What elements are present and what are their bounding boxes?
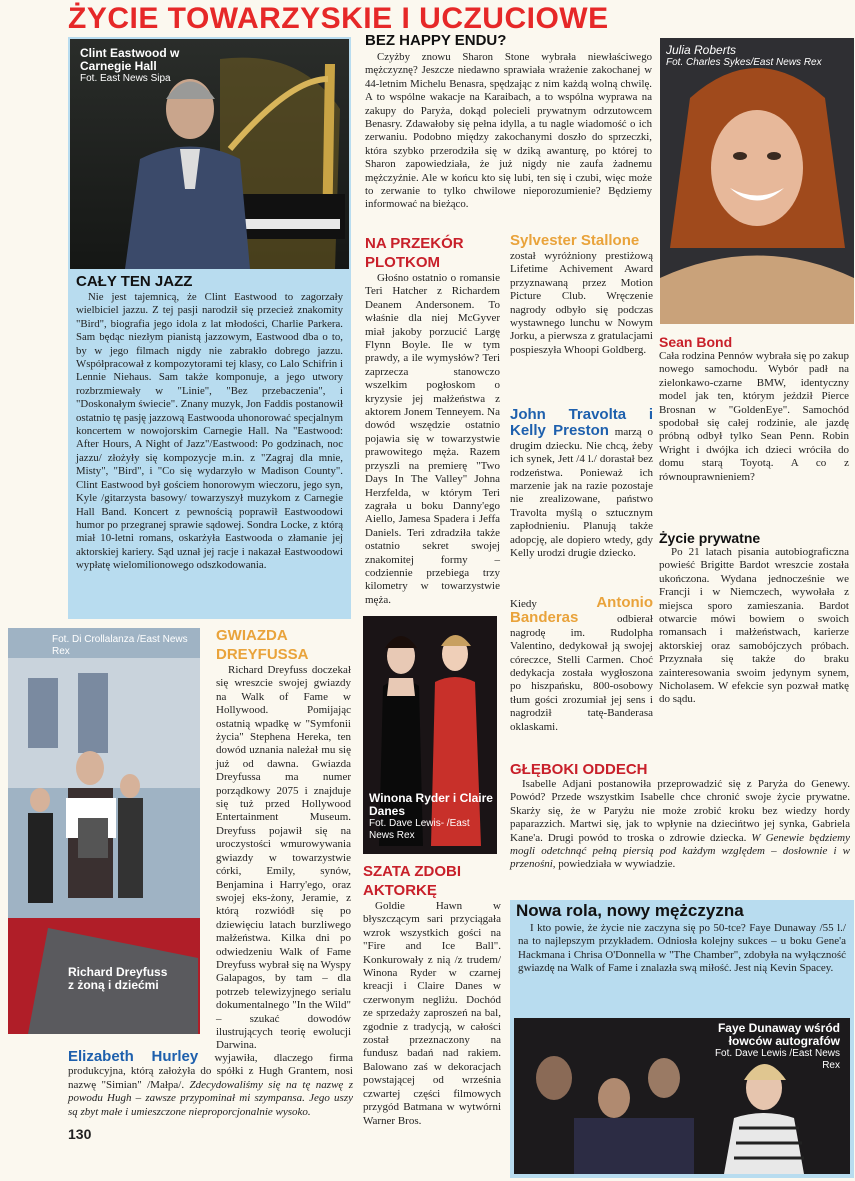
banderas-lead: Kiedy [510, 598, 537, 610]
dreyfuss-photo [8, 628, 200, 1034]
hatcher-body-text: Głośno ostatnio o romansie Teri Hatcher z Richardem Deanem Andersonem. To właśnie dla niej McGyver miał jakoby porzucić Largę Flynn Boyle. Ile w tym prawdy, a ile wymysłów? Teri zaprzecza stanowczo wszelkim pogłoskom o kryzysie jej małżeństwa z aktorem Jonem Tenneyem. Na dowód wszędzie ostatnio pojawia się w towarzystwie prawowitego męża. Razem przyszli na premierę "Two Days In The Valley" Johna Herzfelda, w którym Teri zagrała u boku Danny'ego Aiello, Jamesa Spadera i Jeffa Daniels. Teri zdradziła także ostatnio sekret swojej znakomitej formy – codziennie przebiega trzy kilometry w towarzystwie męża. [365, 272, 500, 606]
hawn-heading [363, 862, 461, 900]
dunaway-box [510, 900, 854, 1178]
hurley-block [68, 1050, 353, 1119]
hatcher-heading [365, 234, 464, 272]
adjani-body-quote: W Genewie będziemy mogli odetchnąć pełną piersią pod każdym względem – dosłownie i w przenośni, [510, 831, 851, 871]
ryder-caption [369, 792, 493, 842]
bardot-heading: Życie prywatne [659, 530, 761, 546]
adjani-heading: GŁĘBOKI ODDECH [510, 761, 648, 778]
stone-body [365, 51, 652, 212]
bond-body-text: Cała rodzina Pennów wybrała się po zakup nowego samochodu. Wybór padł na zielonkawo-czarne BMW, identyczny model jak ten, którym jeździł Pierce Brosnan w "GoldenEye". Samochód spodobał się całej rodzinie, ale jazdę próbną odbył tylko Sean Penn. Robin Wright i dwójka ich dzieci wróciła do domu starą Toyotą. A co z równouprawnieniem? [659, 350, 849, 483]
hatcher-heading-line1: NA PRZEKÓR [365, 235, 464, 252]
adjani-body [510, 778, 850, 872]
ryder-photo [363, 616, 497, 854]
bardot-body-text: Po 21 latach pisania autobiograficzna powieść Brigitte Bardot wreszcie została ukończona. Wydana jednocześnie we Francji i w Niemczech, wywołała z miejsca sporo zamieszania. Bardot otwarcie mówi bowiem o swoich romansach i małżeństwach, karierze aktorskiej oraz samobójczych próbach. Przyznała się także do braku zainteresowania swoim jedynym synem, Nicholasem. W efekcie syn pozwał matkę do sądu. [659, 546, 849, 706]
dreyfuss-caption-title: Richard Dreyfuss z żoną i dziećmi [68, 965, 168, 992]
stone-heading: BEZ HAPPY ENDU? [365, 32, 507, 49]
dunaway-caption-credit: Fot. Dave Lewis /East News Rex [714, 1048, 840, 1071]
dunaway-caption [710, 1022, 840, 1072]
stone-body-text: Czyżby znowu Sharon Stone wybrała niewłaściwego mężczyznę? Jeszcze niedawno sprawiała wrażenie zakochanej w 44-letnim Michelu Benasra, spędzając z nim każdą wolną chwilę. A to wspólne wakacje na Karaibach, a to wspólna wyprawa na zakupy do Paryża, dokąd polecieli prywatnym odrzutowcem Benasry. Zdawałoby się pełna idylla, a tu nagle wiadomość o ich zerwaniu. Podobno między zakochanymi doszło do sprzeczki, która szybko przerodziła się w dziką awanturę, po której to Sharon zapowiedziała, że już nigdy nie zaufa żadnemu mężczyźnie. Ale w końcu kto się lubi, ten się i czubi, więc może to zerwanie to tylko chwilowe nieporozumienie? Będziemy informować na bieżąco. [365, 51, 652, 211]
eastwood-box [68, 37, 351, 619]
dunaway-photo [514, 1018, 850, 1174]
banderas-block [510, 596, 653, 734]
ryder-caption-credit: Fot. Dave Lewis- /East News Rex [369, 818, 470, 841]
roberts-caption-credit: Fot. Charles Sykes/East News Rex [666, 57, 822, 68]
hatcher-heading-line2: PLOTKOM [365, 254, 440, 271]
roberts-photo-image [660, 38, 854, 324]
dreyfuss-heading-line2: DREYFUSSA [216, 646, 309, 663]
hawn-body-text: Goldie Hawn w błyszczącym sari przyciągała wzrok wszystkich gości na "Fire and Ice Ball". Konkurowały z nią /z trudem/ Winona Ryder w czarnej kreacji i Claire Danes w czerwonym negliżu. Dochód ze sprzedaży zaproszeń na bal, zgodnie z tradycją, w całości został przeznaczony na fundusz badań nad rakiem. Balowano zaś w dekoracjach powstającej od września czwartej części filmowych przygód Batmana w wytwórni Warner Bros. [363, 900, 501, 1127]
dreyfuss-heading [216, 626, 309, 664]
adjani-body-main: Isabelle Adjani postanowiła przeprowadzić się z Paryża do Genewy. Powód? Przede wszystkim Isabelle chce chronić swoje życie prywatne. Skarży się, że w Paryżu nie może zrobić kroku bez wiedzy hordy paparazzich. Martwi się, jak to wpłynie na dziecińtwo jej synka, Gabriela Kane'a. Drugi powód to troska o zdrowie dziecka. [510, 778, 850, 844]
bardot-body [659, 546, 849, 707]
eastwood-photo [70, 39, 349, 269]
dunaway-caption-title: Faye Dunaway wśród łowców autografów [717, 1021, 840, 1048]
eastwood-caption-title: Clint Eastwood w Carnegie Hall [80, 46, 180, 73]
eastwood-body-text: Nie jest tajemnicą, że Clint Eastwood to zagorzały wielbiciel jazzu. Z tej pasji narodził się przecież znakomity "Bird", biografia jego idola z lat młodości, Charlie Parkera. Sam będąc niezłym pianistą jazzowym, Eastwood dba o to, by w jego filmach nigdy nie zabrakło dobrego jazzu. Współpracował z kompozytorami tej klasy, co Lalo Schifrin i Lennie Niehaus. Sam także komponuje, a jego utwory rozbrzmiewały w "Linie", "Bez przebaczenia", i "Doskonałym świecie". Znany muzyk, Jon Faddis postanowił ostatnio tę pasję jazzową Eastwooda uhonorować specjalnym koncertem w nowojorskim Carnegie Hall. Na "Eastwood: After Hours, A Night of Jazz"/Eastwood: Po godzinach, noc jazzu/ złożyły się kompozycje m.in. z "Zagraj dla mnie, Misty", "Bird", i "Co się wydarzyło w Madison County". Clint Eastwood był gościem honorowym wieczoru, jego syn, Kyle /gitarzysta basowy/ towarzyszył muzykom z Carnegie Hall Band. Koncert z pewnością poprawił Eastwoodowi humor po przegranej sprawie sądowej. Sondra Locke, z którą miał 10-letni romans, oskarżyła Eastwooda o złamanie jej aktorskiej kariery. Sąd uznał jej racje i nakazał Eastwoodowi wypłatę wielomilionowego odszkodowania. [76, 291, 343, 572]
page-title: ŻYCIE TOWARZYSKIE I UCZUCIOWE [68, 2, 609, 35]
stallone-heading: Sylvester Stallone [510, 232, 640, 249]
dunaway-heading: Nowa rola, nowy mężczyzna [516, 901, 744, 920]
roberts-caption [666, 44, 846, 69]
travolta-block [510, 407, 653, 560]
eastwood-heading: CAŁY TEN JAZZ [76, 273, 193, 290]
banderas-name: Antonio Banderas [510, 594, 653, 627]
bond-body [659, 350, 849, 484]
hurley-name: Elizabeth Hurley [68, 1048, 199, 1065]
hatcher-body [365, 272, 500, 607]
stallone-body [510, 250, 653, 357]
travolta-body: marzą o drugim dziecku. Nie chcą, żeby ich synek, Jett /4 l./ dorastał bez rodzeństwa. Ponieważ ich marzenie jak na razie pozostaje nie zrealizowane, państwo Travolta myślą o sztucznym zapłodnieniu. Planują także adopcję, ale dopiero wtedy, gdy Kelly urodzi drugie dziecko. [510, 426, 653, 560]
eastwood-caption [80, 47, 180, 85]
hawn-body [363, 900, 501, 1128]
dunaway-body-text: I kto powie, że życie nie zaczyna się po 50-tce? Faye Dunaway /55 l./ na to najlepszym przykładem. Odniosła kolejny sukces – u boku Gene'a Hackmana i Chrisa O'Donnella w "The Chamber", zdobyła na wyłączność gwiazdę na Walk of Fame i znalazła swą miłość. Jest nią Kevin Spacey. [518, 922, 846, 975]
dreyfuss-credit: Fot. Di Crollalanza /East News Rex [52, 634, 188, 657]
hurley-quote: Zdecydowaliśmy się na tę nazwę z powodu Hugh – zawsze przypominał mi szympansa. Jego uszy są zbyt małe i umieszczone nieproporcjonalnie wysoko. [68, 1078, 354, 1118]
bond-heading: Sean Bond [659, 334, 733, 350]
roberts-caption-title: Julia Roberts [666, 43, 737, 57]
adjani-body-text [510, 778, 850, 872]
hawn-heading-line2: AKTORKĘ [363, 882, 437, 899]
banderas-body: odbierał nagrodę im. Rudolpha Valentino, dedykował ją swojej córeczce, Stelli Carmen. Choć dedykacja została wygłoszona po hiszpańsku, 800-osobowy tłum gości zrozumiał jej sens i nagrodził tatę-Banderasa oklaskami. [510, 613, 653, 733]
dreyfuss-body-text: Richard Dreyfuss doczekał się wreszcie swojej gwiazdy na Walk of Fame w Hollywood. Pomijając ostatnią wpadkę w "Symfonii życia" Stephena Hereka, ten dowód uznania należał mu się już od dawna. Gwiazda Dreyfussa ma numer porządkowy 2075 i znajduje się tuż przed Hollywood Entertainment Museum. Dreyfuss pojawił się na uroczystości wmurowywania gwiazdy w towarzystwie córki, Emily, synów, Benjamina i Harry'ego, oraz swojej eks-żony, Jeramie, z którą rozwiódł się po dziewięciu latach burzliwego małżeństwa. Kilka dni po odwiedzeniu Walk of Fame Dreyfuss wybrał się na Wyspy Galapagos, by tam – dla potrzeb telewizyjnego serialu dokumentalnego "In the Wild" – szukać dowodów ilustrujących teorię ewolucji Darwina. [216, 664, 351, 1052]
dunaway-body [518, 922, 846, 976]
hurley-body: wyjawiła, dlaczego firma produkcyjna, którą założyła do spółki z Hugh Grantem, nosi nazwę "Simian" /Małpa/. [68, 1052, 353, 1091]
page-number: 130 [68, 1126, 92, 1142]
ryder-caption-title: Winona Ryder i Claire Danes [369, 791, 493, 818]
dreyfuss-heading-line1: GWIAZDA [216, 627, 288, 644]
dreyfuss-body [216, 664, 351, 1053]
roberts-photo [660, 38, 854, 324]
stallone-body-text: został wyróżniony prestiżową Lifetime Achivement Award przyznawaną przez Motion Picture Club. Wręczenie nagrody odbyło się podczas wystawnego lunchu w Nowym Jorku, a pierwsza z gratulacjami pospieszyła Whoopi Goldberg. [510, 250, 653, 356]
travolta-heading: John Travolta i Kelly Preston [510, 406, 653, 440]
hawn-heading-line1: SZATA ZDOBI [363, 863, 462, 880]
eastwood-caption-credit: Fot. East News Sipa [80, 73, 171, 84]
eastwood-body [76, 291, 343, 573]
adjani-body-tail: powiedziała w wywiadzie. [558, 858, 676, 871]
